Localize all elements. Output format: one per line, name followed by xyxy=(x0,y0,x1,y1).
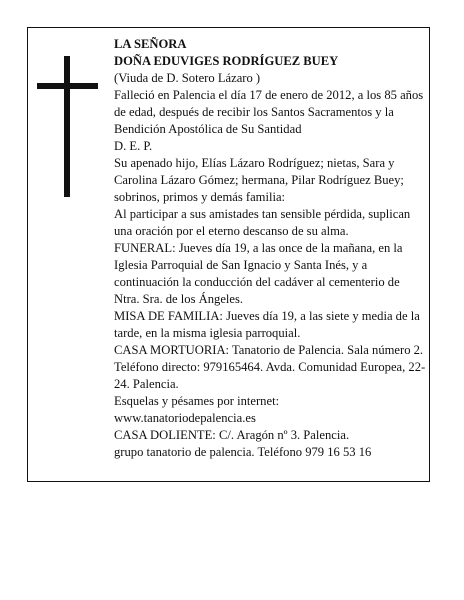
widow-line: (Viuda de D. Sotero Lázaro ) xyxy=(114,71,261,85)
funeral-paragraph: FUNERAL: Jueves día 19, a las once de la mañana, en la Iglesia Parroquial de San Ignacio y Santa Inés, y a continuación la conducción del cadáver al cementerio de Ntra. Sra. de los Ángeles. xyxy=(114,241,403,306)
internet-line-1: Esquelas y pésames por internet: xyxy=(114,394,280,408)
death-paragraph: Falleció en Palencia el día 17 de enero de 2012, a los 85 años de edad, después de recibir los Santos Sacramentos y la Bendición Apostólica de Su Santidad xyxy=(114,88,424,136)
group-line: grupo tanatorio de palencia. Teléfono 979 16 53 16 xyxy=(114,445,372,459)
home-line: CASA DOLIENTE: C/. Aragón nº 3. Palencia. xyxy=(114,428,350,442)
request-paragraph: Al participar a sus amistades tan sensible pérdida, suplican una oración por el eterno descanso de su alma. xyxy=(114,207,411,238)
mass-paragraph: MISA DE FAMILIA: Jueves día 19, a las siete y media de la tarde, en la misma iglesia parroquial. xyxy=(114,309,420,340)
title-line-2: DOÑA EDUVIGES RODRÍGUEZ BUEY xyxy=(114,54,339,68)
mortuary-paragraph: CASA MORTUORIA: Tanatorio de Palencia. Sala número 2. Teléfono directo: 979165464. Avda. Comunidad Europea, 22-24. Palencia. xyxy=(114,343,426,391)
rip-line: D. E. P. xyxy=(114,139,153,153)
title-line-1: LA SEÑORA xyxy=(114,37,187,51)
cross-icon xyxy=(64,56,70,197)
internet-line-2: www.tanatoriodepalencia.es xyxy=(114,411,256,425)
cross-icon-bar xyxy=(37,83,98,89)
family-paragraph: Su apenado hijo, Elías Lázaro Rodríguez; nietas, Sara y Carolina Lázaro Gómez; hermana, Pilar Rodríguez Buey; sobrinos, primos y demás familia: xyxy=(114,156,404,204)
obituary-text xyxy=(114,36,426,461)
